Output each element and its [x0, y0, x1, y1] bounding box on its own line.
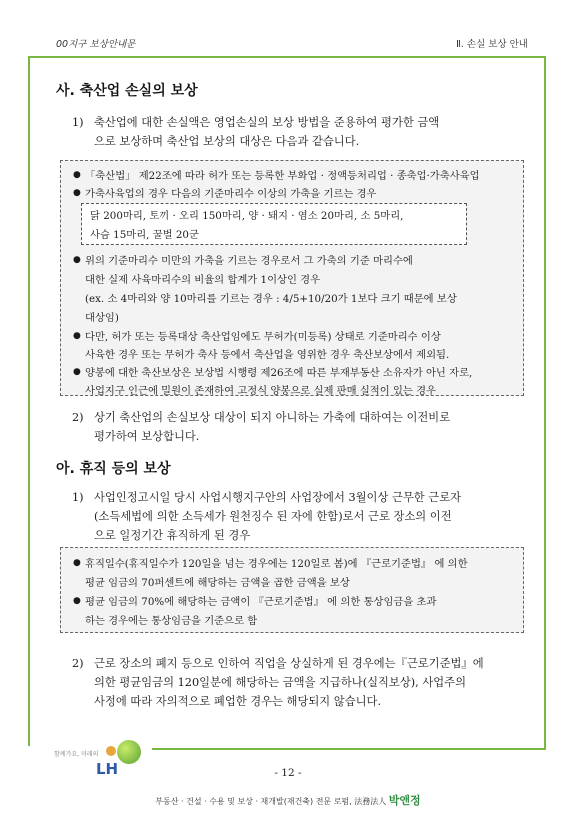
- section-title-livestock: 사. 축산업 손실의 보상: [56, 83, 198, 99]
- paragraph-line: 으로 보상하며 축산업 보상의 대상은 다음과 같습니다.: [94, 135, 360, 148]
- leave-item1: [94, 488, 534, 545]
- box-line: 가축사육업의 경우 다음의 기준마리수 이상의 가축을 기르는 경우: [85, 188, 377, 200]
- box-line: 휴직일수(휴직일수가 120일을 넘는 경우에는 120일로 봄)에 『근로기준법』 에 의한: [85, 558, 468, 570]
- box-line: (ex. 소 4마리와 양 10마리를 기르는 경우 : 4/5+10/20가 1보다 크기 때문에 보상: [85, 293, 457, 305]
- livestock-item1: [94, 113, 534, 151]
- box-line: 사육한 경우 또는 무허가 축사 등에서 축산업을 영위한 경우 축산보상에서 제외됨.: [85, 349, 450, 361]
- item-number: 1): [72, 116, 84, 129]
- bullet-icon: ●: [73, 170, 81, 180]
- page-header: [56, 36, 528, 52]
- item-number: 2): [72, 411, 84, 424]
- bullet-icon: ●: [73, 367, 81, 377]
- header-left-title: 00지구 보상안내문: [56, 39, 136, 50]
- section-title-leave: 아. 휴직 등의 보상: [56, 461, 171, 477]
- box-line: 사업지구 인근에 밀원이 존재하여 고정식 양봉으로 실제 판매 실적이 있는 경우: [85, 385, 437, 397]
- threshold-line: 닭 200마리, 토끼 · 오리 150마리, 양 · 돼지 · 염소 20마리, 소 5마리,: [90, 210, 404, 222]
- livestock-criteria-box: [60, 160, 524, 396]
- logo-circle-icon: [117, 740, 141, 764]
- paragraph-line: 사업인정고시일 당시 사업시행지구안의 사업장에서 3월이상 근무한 근로자: [94, 491, 462, 504]
- logo-slogan: 함께가요, 미래의: [54, 751, 99, 758]
- lh-logo: LH: [96, 760, 119, 778]
- bullet-icon: ●: [73, 255, 81, 265]
- box-line: 양봉에 대한 축산보상은 보상법 시행령 제26조에 따른 부재부동산 소유자가 아닌 자로,: [85, 367, 473, 379]
- box-line: 「축산법」 제22조에 따라 허가 또는 등록한 부화업 · 정액등처리업 · 종축업·가축사육업: [85, 170, 480, 182]
- bullet-icon: ●: [73, 596, 81, 606]
- box-line: 다만, 허가 또는 등록대상 축산업임에도 무허가(미등록) 상태로 기준마리수 이상: [85, 331, 441, 343]
- paragraph-line: 사정에 따라 자의적으로 폐업한 경우는 해당되지 않습니다.: [94, 695, 382, 708]
- leave-item2: [94, 654, 534, 711]
- paragraph-line: (소득세법에 의한 소득세가 원천징수 된 자에 한함)로서 근로 장소의 이전: [94, 510, 452, 523]
- page-number: - 12 -: [274, 767, 302, 779]
- leave-compensation-box: [60, 547, 524, 633]
- footer-text: 부동산 · 건설 · 수용 및 보상 · 재개발(재건축) 전문 로펌, 法務法人: [155, 797, 387, 806]
- paragraph-line: 근로 장소의 폐지 등으로 인하여 직업을 상실하게 된 경우에는『근로기준법』에: [94, 657, 484, 670]
- bullet-icon: ●: [73, 331, 81, 341]
- page-footer: [0, 792, 576, 808]
- header-right-title: Ⅱ. 손실 보상 안내: [456, 39, 528, 50]
- box-line: 평균 임금의 70%에 해당하는 금액이 『근로기준법』 에 의한 통상임금을 초과: [85, 596, 437, 608]
- logo-dot-icon: [106, 746, 116, 756]
- paragraph-line: 으로 일정기간 휴직하게 된 경우: [94, 529, 251, 542]
- frame-left-border: [28, 56, 30, 746]
- paragraph-line: 축산업에 대한 손실액은 영업손실의 보상 방법을 준용하여 평가한 금액: [94, 116, 440, 129]
- paragraph-line: 상기 축산업의 손실보상 대상이 되지 아니하는 가축에 대하여는 이전비로: [94, 411, 451, 424]
- bullet-icon: ●: [73, 558, 81, 568]
- item-number: 1): [72, 491, 84, 504]
- bullet-icon: ●: [73, 188, 81, 198]
- box-line: 대한 실제 사육마리수의 비율의 합계가 1이상인 경우: [85, 274, 321, 286]
- frame-bottom-border: [152, 748, 546, 750]
- item-number: 2): [72, 657, 84, 670]
- livestock-threshold-box: [81, 203, 467, 245]
- paragraph-line: 의한 평균임금의 120일분에 해당하는 금액을 지급하나(실직보상), 사업주의: [94, 676, 466, 689]
- box-line: 평균 임금의 70퍼센트에 해당하는 금액을 곱한 금액을 보상: [85, 577, 350, 589]
- livestock-item2: [94, 408, 534, 446]
- box-line: 대상임): [85, 312, 119, 324]
- threshold-line: 사슴 15마리, 꿀벌 20군: [90, 229, 199, 241]
- footer-brand: 박앤정: [388, 794, 421, 807]
- paragraph-line: 평가하여 보상합니다.: [94, 430, 200, 443]
- box-line: 하는 경우에는 통상임금을 기준으로 함: [85, 615, 258, 627]
- box-line: 위의 기준마리수 미만의 가축을 기르는 경우로서 그 가축의 기준 마리수에: [85, 255, 413, 267]
